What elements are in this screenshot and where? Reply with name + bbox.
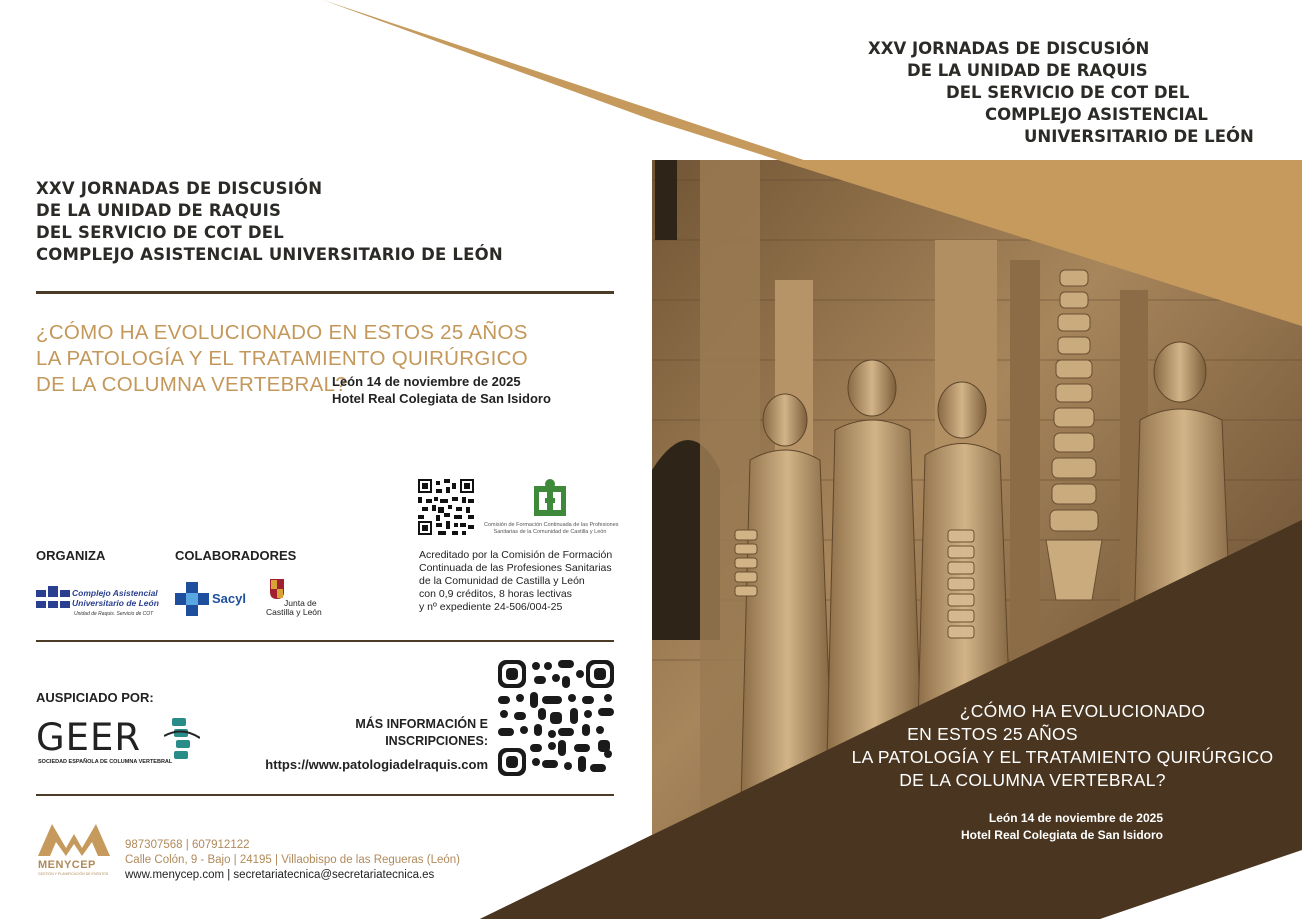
left-date-text: León 14 de noviembre de 2025 (332, 374, 521, 389)
more-info (265, 716, 488, 773)
geer-name: GEER (36, 716, 142, 759)
cauli-emblem-icon (36, 586, 70, 612)
auspiciado-label: AUSPICIADO POR: (36, 690, 154, 705)
accreditation-line: Continuada de las Profesiones Sanitarias (419, 562, 612, 574)
divider-middle (36, 640, 614, 642)
info-line: MÁS INFORMACIÓN E (355, 717, 488, 731)
left-venue-text: Hotel Real Colegiata de San Isidoro (332, 391, 551, 406)
right-date-text: León 14 de noviembre de 2025 (988, 811, 1163, 825)
divider-top (36, 291, 614, 294)
left-title-line: DEL SERVICIO DE COT DEL (36, 223, 284, 242)
contact-info (125, 838, 460, 883)
left-date (332, 373, 551, 407)
right-title-line: UNIVERSITARIO DE LEÓN (1024, 127, 1254, 146)
cfc-emblem-icon (530, 478, 570, 520)
menycep-name: MENYCEP (38, 859, 96, 871)
cauli-sub: Unidad de Raquis. Servicio de COT (74, 611, 154, 617)
contact-phone: 987307568 | 607912122 (125, 839, 250, 851)
info-url-link[interactable]: https://www.patologiadelraquis.com (265, 757, 488, 772)
qr-code-large[interactable] (498, 660, 614, 776)
jcyl-line: Castilla y León (266, 607, 322, 617)
jcyl-shield-icon (270, 579, 284, 599)
sacyl-cross-icon (175, 582, 209, 616)
cauli-line: Universitario de León (72, 598, 159, 608)
info-line: INSCRIPCIONES: (385, 734, 488, 748)
right-title (0, 38, 1302, 158)
accreditation-line: con 0,9 créditos, 8 horas lectivas (419, 588, 572, 600)
left-title-line: COMPLEJO ASISTENCIAL UNIVERSITARIO DE LEÓN (36, 245, 503, 264)
left-question-line: LA PATOLOGÍA Y EL TRATAMIENTO QUIRÚRGICO (36, 347, 528, 370)
menycep-logo (36, 822, 116, 876)
accreditation-text (419, 549, 629, 614)
colaboradores-label: COLABORADORES (175, 548, 297, 563)
complejo-asistencial-logo (36, 582, 160, 622)
accreditation-line: Acreditado por la Comisión de Formación (419, 549, 613, 561)
left-title-line: XXV JORNADAS DE DISCUSIÓN (36, 179, 323, 198)
accreditation-line: de la Comunidad de Castilla y León (419, 575, 585, 587)
left-question-line: DE LA COLUMNA VERTEBRAL? (36, 373, 348, 396)
geer-sub: SOCIEDAD ESPAÑOLA DE COLUMNA VERTEBRAL (38, 759, 173, 765)
right-question-line: EN ESTOS 25 AÑOS (907, 724, 1078, 744)
right-title-line: XXV JORNADAS DE DISCUSIÓN (868, 39, 1150, 58)
right-venue-text: Hotel Real Colegiata de San Isidoro (960, 828, 1163, 842)
right-title-line: DEL SERVICIO DE COT DEL (946, 83, 1190, 102)
jcyl-line: Junta de (284, 598, 317, 608)
right-title-line: DE LA UNIDAD DE RAQUIS (907, 61, 1148, 80)
right-question-line: ¿CÓMO HA EVOLUCIONADO (959, 701, 1206, 721)
cfc-logo (484, 478, 619, 540)
right-date (900, 810, 1163, 844)
contact-web-link[interactable]: www.menycep.com | secretariatecnica@secretariatecnica.es (125, 869, 435, 881)
right-question-line: DE LA COLUMNA VERTEBRAL? (899, 770, 1166, 790)
qr-code-small[interactable] (418, 479, 474, 535)
accreditation-line: y nº expediente 24-506/004-25 (419, 601, 563, 613)
cfc-caption-line: Sanitarias de la Comunidad de Castilla y León (493, 529, 607, 535)
junta-cyl-logo (266, 579, 332, 619)
menycep-m-icon (36, 822, 112, 858)
right-title-line: COMPLEJO ASISTENCIAL (985, 105, 1208, 124)
cauli-line: Complejo Asistencial (72, 588, 158, 598)
right-question (850, 700, 1275, 792)
organiza-label: ORGANIZA (36, 548, 106, 563)
sacyl-text: Sacyl (212, 591, 246, 606)
left-title-line: DE LA UNIDAD DE RAQUIS (36, 201, 282, 220)
cfc-caption-line: Comisión de Formación Continuada de las Profesiones (484, 522, 619, 528)
sacyl-logo (175, 580, 250, 618)
right-question-line: LA PATOLOGÍA Y EL TRATAMIENTO QUIRÚRGICO (851, 747, 1274, 767)
menycep-sub: GESTIÓN Y PLANIFICACIÓN DE EVENTOS (38, 872, 109, 876)
contact-address: Calle Colón, 9 - Bajo | 24195 | Villaobispo de las Regueras (León) (125, 854, 460, 866)
left-title (36, 178, 616, 266)
geer-logo (36, 716, 206, 768)
divider-bottom (36, 794, 614, 796)
left-question-line: ¿CÓMO HA EVOLUCIONADO EN ESTOS 25 AÑOS (36, 321, 528, 344)
